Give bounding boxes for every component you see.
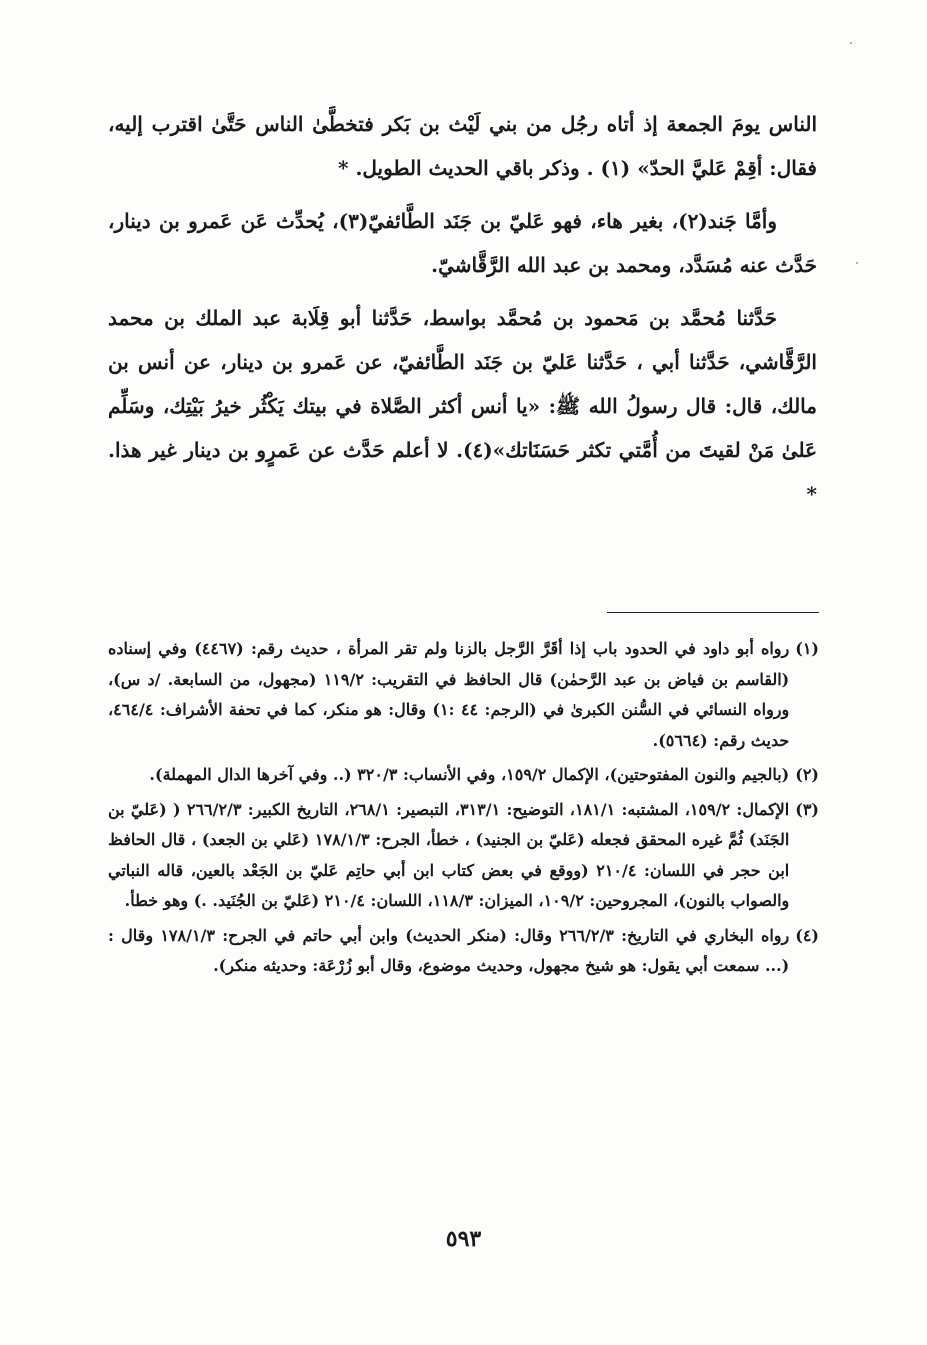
footnotes-section: [108, 634, 819, 986]
footnote-number: (١): [795, 639, 819, 658]
footnote-text: (بالجيم والنون المفتوحتين)، الإكمال ١٥٩/٢، وفي الأنساب: ٣٢٠/٣ (.. وفي آخرها الدال المهملة).: [149, 765, 790, 784]
footnote-number: (٢): [795, 765, 819, 784]
footnote-number: (٣): [795, 799, 819, 819]
paragraph-2: وأمَّا جَند(٢)، بغير هاء، فهو عَليّ بن جَنَد الطَّائفيّ(٣)، يُحدِّث عَن عَمرو بن دينار، حَدَّث عنه مُسَدَّد، ومحمد بن عبد الله الرَّقَّاشيّ.: [108, 209, 817, 277]
footnote-1: [108, 634, 819, 756]
footnote-text: الإكمال: ١٥٩/٢، المشتبه: ١٨١/١، التوضيح: ٣١٣/١، التبصير: ٢٦٨/١، التاريخ الكبير: ٢٦٦/٢/٣ ( (عَليّ بن الجَنَد) ثُمَّ غيره المحقق فجعله (عَليّ بن الجنيد) ، خطأ، الجرح: ١٧٨/١/٣ (عَلي بن الجعد) ، قال الحافظ ابن حجر في اللسان: ٢١٠/٤ (ووقع في بعض كتاب ابن أبي حاتِم عَليّ بن الجَعْد بالعين، قاله النباتي والصواب بالنون)، المجروحين: ١٠٩/٢، الميزان: ١١٨/٣، اللسان: ٢١٠/٤ (عَليّ بن الجُنَيد. .) وهو خطأ.: [108, 799, 790, 910]
footnote-4: [108, 921, 819, 982]
paper-speck: [856, 262, 858, 264]
footnote-divider: [607, 612, 819, 613]
footnote-number: (٤): [795, 925, 819, 945]
paragraph-3: حَدَّثنا مُحمَّد بن مَحمود بن مُحمَّد بواسط، حَدَّثنا أبو قِلَابة عبد الملك بن محمد الرَّقَّاشي، حَدَّثنا أبي ، حَدَّثنا عَليّ بن جَنَد الطَّائفيّ، عن عَمرو بن دينار، عن أنس بن مالك، قال: قال رسولُ الله ﷺ: «يا أنس أكثر الصَّلاة في بيتك يَكْثُر خيرُ بَيْتِك، وسَلِّم عَلىٰ مَنْ لقيتَ من أُمَّتي تكثر حَسَنَاتك»(٤). لا أعلم حَدَّث عن عَمرٍو بن دينار غير هذا. *: [108, 306, 818, 506]
footnote-3: [108, 795, 819, 917]
paragraph-1: الناس يومَ الجمعة إذ أتاه رجُل من بني لَيْث بن بَكر فتخطَّىٰ الناس حَتَّىٰ اقترب إليه، فقال: أقِمْ عَليَّ الحدّ» (١) . وذكر باقي الحديث الطويل. *: [108, 112, 818, 180]
main-text: [108, 102, 817, 516]
footnote-text: رواه أبو داود في الحدود باب إذا أقَرَّ الرَّجل بالزنا ولم تقر المرأة ، حديث رقم: (٤٤٦٧) وفي إسناده (القاسم بن فياض بن عبد الرَّحمٰن) قال الحافظ في التقريب: ١١٩/٢ (مجهول، من السابعة. /د س)، ورواه النسائي في السُّنن الكبرىٰ في (الرجم: ٤٤ :١) وقال: هو منكر، كما في تحفة الأشراف: ٤٦٤/٤، حديث رقم: (٥٦٦٤).: [108, 639, 790, 750]
paper-speck: [850, 42, 852, 44]
footnote-text: رواه البخاري في التاريخ: ٢٦٦/٢/٣ وقال: (منكر الحديث) وابن أبي حاتم في الجرح: ١٧٨/١/٣ وقال : (... سمعت أبي يقول: هو شيخ مجهول، وحديث موضوع، وقال أبو زُرْعَة: وحديثه منكر).: [108, 925, 790, 975]
page-number: ٥٩٣: [445, 1226, 482, 1252]
footnote-2: [108, 760, 819, 791]
